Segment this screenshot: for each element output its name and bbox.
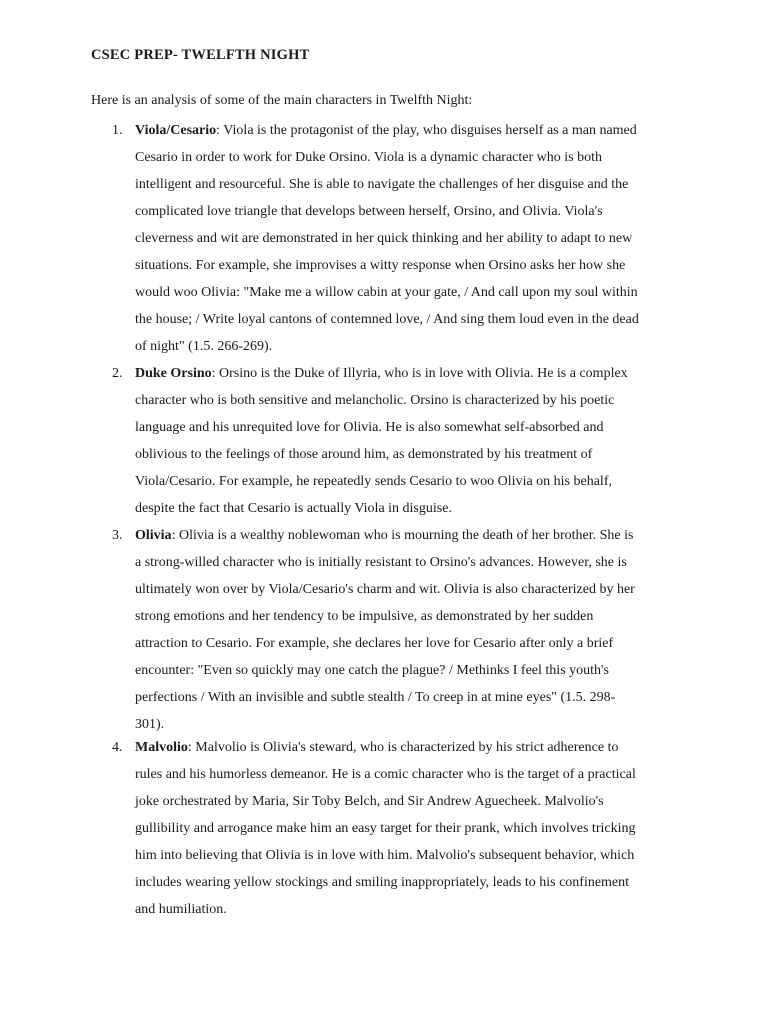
text-line: Viola/Cesario. For example, he repeatedly sends Cesario to woo Olivia on his behalf, bbox=[135, 474, 612, 489]
list-item-number: 2. bbox=[112, 366, 123, 381]
text-line: ultimately won over by Viola/Cesario's charm and wit. Olivia is also characterized by her bbox=[135, 582, 635, 597]
text-line: despite the fact that Cesario is actually Viola in disguise. bbox=[135, 501, 452, 516]
text-line: includes wearing yellow stockings and smiling inappropriately, leads to his confinement bbox=[135, 875, 630, 890]
text-line bbox=[135, 360, 675, 387]
list-item-number: 1. bbox=[112, 123, 123, 138]
line-text: : Orsino is the Duke of Illyria, who is in love with Olivia. He is a complex bbox=[211, 366, 628, 381]
list-item-duke-orsino bbox=[135, 360, 675, 522]
intro-text: Here is an analysis of some of the main characters in Twelfth Night: bbox=[91, 93, 473, 108]
line-text: : Olivia is a wealthy noblewoman who is mourning the death of her brother. She is bbox=[171, 528, 634, 543]
text-line: the house; / Write loyal cantons of contemned love, / And sing them loud even in the dead bbox=[135, 312, 639, 327]
line-text: : Malvolio is Olivia's steward, who is characterized by his strict adherence to bbox=[187, 740, 619, 755]
character-name: Malvolio bbox=[135, 740, 188, 755]
text-line: rules and his humorless demeanor. He is a comic character who is the target of a practical bbox=[135, 767, 636, 782]
text-line: oblivious to the feelings of those around him, as demonstrated by his treatment of bbox=[135, 447, 593, 462]
text-line: language and his unrequited love for Olivia. He is also somewhat self-absorbed and bbox=[135, 420, 604, 435]
text-line: and humiliation. bbox=[135, 902, 227, 917]
text-line: situations. For example, she improvises a witty response when Orsino asks her how she bbox=[135, 258, 626, 273]
text-line: attraction to Cesario. For example, she declares her love for Cesario after only a brief bbox=[135, 636, 614, 651]
text-line: intelligent and resourceful. She is able to navigate the challenges of her disguise and the bbox=[135, 177, 629, 192]
text-line: cleverness and wit are demonstrated in her quick thinking and her ability to adapt to new bbox=[135, 231, 633, 246]
text-line bbox=[135, 734, 675, 761]
list-item-viola-cesario bbox=[135, 117, 675, 360]
text-line: a strong-willed character who is initially resistant to Orsino's advances. However, she is bbox=[135, 555, 627, 570]
list-item-number: 4. bbox=[112, 740, 123, 755]
text-line: character who is both sensitive and melancholic. Orsino is characterized by his poetic bbox=[135, 393, 615, 408]
character-name: Viola/Cesario bbox=[135, 123, 217, 138]
text-line: 301). bbox=[135, 717, 165, 732]
list-item-malvolio bbox=[135, 734, 675, 923]
text-line: would woo Olivia: "Make me a willow cabin at your gate, / And call upon my soul within bbox=[135, 285, 638, 300]
list-item-number: 3. bbox=[112, 528, 123, 543]
text-line bbox=[135, 522, 675, 549]
text-line: him into believing that Olivia is in love with him. Malvolio's subsequent behavior, which bbox=[135, 848, 635, 863]
line-text: : Viola is the protagonist of the play, who disguises herself as a man named bbox=[216, 123, 637, 138]
text-line: joke orchestrated by Maria, Sir Toby Belch, and Sir Andrew Aguecheek. Malvolio's bbox=[135, 794, 604, 809]
text-line bbox=[135, 117, 675, 144]
character-name: Olivia bbox=[135, 528, 172, 543]
text-line: complicated love triangle that develops between herself, Orsino, and Olivia. Viola's bbox=[135, 204, 603, 219]
text-line: of night" (1.5. 266-269). bbox=[135, 339, 273, 354]
text-line: Cesario in order to work for Duke Orsino. Viola is a dynamic character who is both bbox=[135, 150, 603, 165]
text-line: strong emotions and her tendency to be impulsive, as demonstrated by her sudden bbox=[135, 609, 594, 624]
text-line: encounter: "Even so quickly may one catch the plague? / Methinks I feel this youth's bbox=[135, 663, 609, 678]
character-name: Duke Orsino bbox=[135, 366, 212, 381]
text-line: gullibility and arrogance make him an easy target for their prank, which involves tricking bbox=[135, 821, 636, 836]
document-title: CSEC PREP- TWELFTH NIGHT bbox=[91, 47, 310, 63]
list-item-olivia bbox=[135, 522, 675, 738]
text-line: perfections / With an invisible and subtle stealth / To creep in at mine eyes" (1.5. 298- bbox=[135, 690, 616, 705]
